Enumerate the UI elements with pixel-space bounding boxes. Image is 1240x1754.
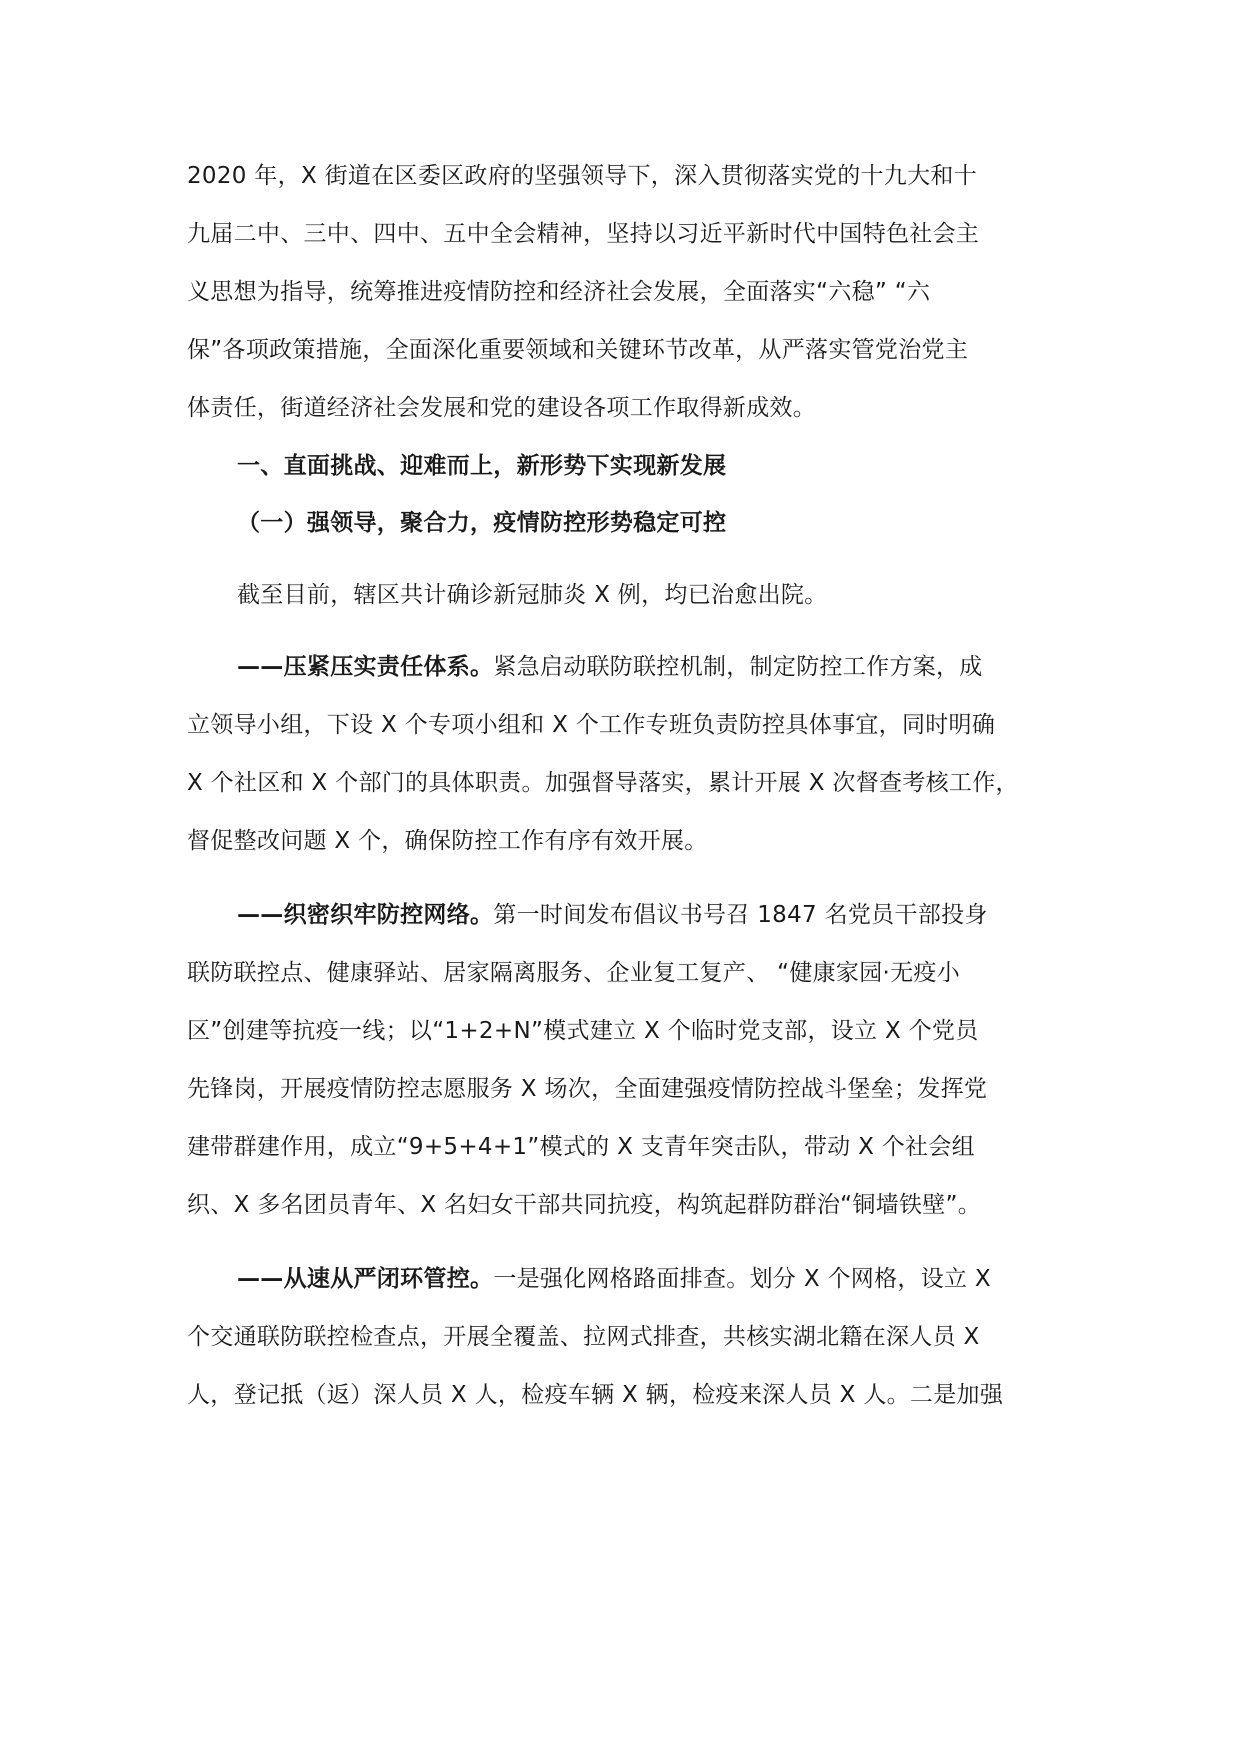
section-heading: 一、直面挑战、迎难而上，新形势下实现新发展 [237,453,727,479]
item2-first-line [237,895,988,935]
item3-line-3: 人，登记抵（返）深人员 X 人，检疫车辆 X 辆，检疫来深人员 X 人。二是加强 [187,1382,1004,1408]
intro-line-2: 九届二中、三中、四中、五中全会精神，坚持以习近平新时代中国特色社会主 [187,221,980,247]
item2-line-3: 区”创建等抗疫一线；以“1+2+N”模式建立 X 个临时党支部，设立 X 个党员 [187,1018,979,1044]
intro-line-5: 体责任，街道经济社会发展和党的建设各项工作取得新成效。 [187,395,817,421]
item1-lead: ——压紧压实责任体系。 [237,654,494,680]
intro-line-1: 2020 年，X 街道在区委区政府的坚强领导下，深入贯彻落实党的十九大和十 [187,163,978,189]
intro-line-3: 义思想为指导，统筹推进疫情防控和经济社会发展，全面落实“六稳” “六 [187,279,931,305]
item2-line-5: 建带群建作用，成立“9+5+4+1”模式的 X 支青年突击队，带动 X 个社会组 [187,1134,975,1160]
item3-first-line [237,1259,991,1299]
item2-lead: ——织密织牢防控网络。 [237,902,494,928]
item1-line-4: 督促整改问题 X 个，确保防控工作有序有效开展。 [187,828,708,854]
item3-line-2: 个交通联防联控检查点，开展全覆盖、拉网式排查，共核实湖北籍在深人员 X [187,1324,980,1350]
item3-first-rest: 一是强化网格路面排查。划分 X 个网格，设立 X [493,1266,991,1292]
item1-line-3: X 个社区和 X 个部门的具体职责。加强督导落实，累计开展 X 次督查考核工作， [187,770,1019,796]
item1-first-rest: 紧急启动联防联控机制，制定防控工作方案，成 [493,654,983,680]
item2-first-rest: 第一时间发布倡议书号召 1847 名党员干部投身 [493,902,988,928]
intro-line-4: 保”各项政策措施，全面深化重要领域和关键环节改革，从严落实管党治党主 [187,337,969,363]
item2-line-6: 织、X 多名团员青年、X 名妇女干部共同抗疫，构筑起群防群治“铜墙铁壁”。 [187,1192,982,1218]
summary-line: 截至目前，辖区共计确诊新冠肺炎 X 例，均已治愈出院。 [237,582,828,608]
item3-lead: ——从速从严闭环管控。 [237,1266,494,1292]
item2-line-2: 联防联控点、健康驿站、居家隔离服务、企业复工复产、 “健康家园·无疫小 [187,960,961,986]
subsection-heading: （一）强领导，聚合力，疫情防控形势稳定可控 [237,510,727,536]
item1-line-2: 立领导小组，下设 X 个专项小组和 X 个工作专班负责防控具体事宜，同时明确 [187,712,996,738]
item1-first-line [237,647,983,687]
item2-line-4: 先锋岗，开展疫情防控志愿服务 X 场次，全面建强疫情防控战斗堡垒；发挥党 [187,1076,988,1102]
